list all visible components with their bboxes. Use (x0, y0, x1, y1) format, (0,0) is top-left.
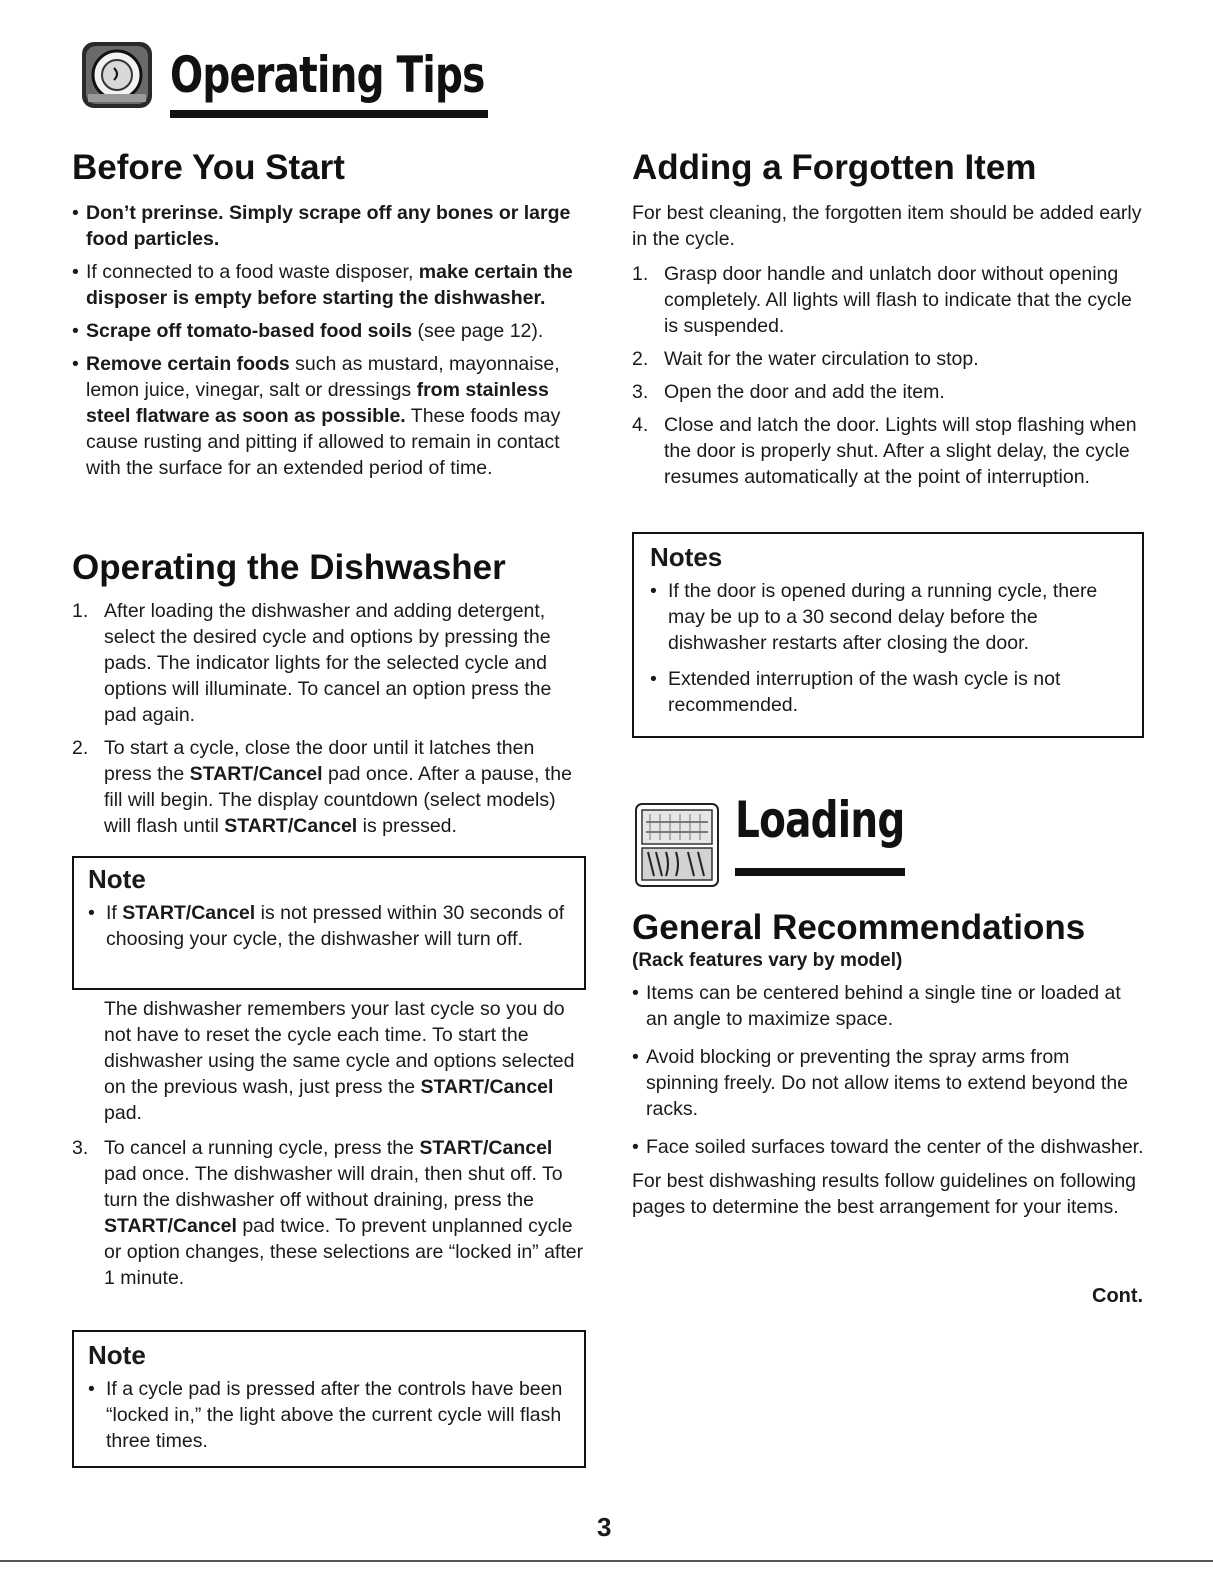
list-item: • Face soiled surfaces toward the center of the dishwasher. (632, 1136, 1144, 1158)
note-text: • If the door is opened during a running cycle, there may be up to a 30 second delay before the dishwasher restarts after closing the door. (650, 580, 1098, 654)
note-text: • Extended interruption of the wash cycle is not recommended. (650, 668, 1061, 716)
closing-paragraph: For best dishwashing results follow guidelines on following pages to determine the best arrangement for your items. (632, 1170, 1137, 1218)
list-item: 2. Wait for the water circulation to stop. (632, 348, 979, 370)
list-item: • Avoid blocking or preventing the spray arms from spinning freely. Do not allow items to extend beyond the racks. (632, 1046, 1129, 1120)
list-item: 3. To cancel a running cycle, press the START/Cancel pad once. The dishwasher will drain, then shut off. To turn the dishwasher off without draining, press the START/Cancel pad twice. To prevent unplanned cycle or option changes, these selections are “locked in” after 1 minute. (72, 1137, 584, 1289)
bottom-edge-rule (0, 1560, 1213, 1562)
list-item: 1. After loading the dishwasher and adding detergent, select the desired cycle and options by pressing the pads. The indicator lights for the selected cycle and options will illuminate. To cancel an option press the pad again. (72, 600, 552, 726)
remember-paragraph: The dishwasher remembers your last cycle so you do not have to reset the cycle each time. To start the dishwasher using the same cycle and options selected on the previous wash, just press the START/Cancel pad. (104, 998, 575, 1124)
dishwasher-dial-icon (78, 36, 156, 114)
loading-title: Loading (735, 791, 905, 849)
general-list (632, 980, 1147, 1220)
note-text: • If START/Cancel is not pressed within 30 seconds of choosing your cycle, the dishwasher will turn off. (88, 902, 565, 950)
title-underline (735, 868, 905, 876)
note-title: Note (88, 864, 146, 894)
forgotten-item-heading: Adding a Forgotten Item (632, 148, 1037, 187)
operating-steps-continued (72, 1135, 587, 1298)
before-you-start-list (72, 200, 592, 488)
list-item: 1. Grasp door handle and unlatch door without opening completely. All lights will flash to indicate that the cycle is suspended. (632, 263, 1132, 337)
notes-box (632, 532, 1144, 738)
list-item: 2. To start a cycle, close the door until it latches then press the START/Cancel pad once. After a pause, the fill will begin. The display countdown (select models) will flash until START/Cancel is pressed. (72, 737, 572, 837)
forgotten-intro: For best cleaning, the forgotten item should be added early in the cycle. (632, 202, 1142, 250)
note-box-1 (72, 856, 586, 990)
before-you-start-heading: Before You Start (72, 148, 345, 187)
list-item: • Scrape off tomato-based food soils (see page 12). (72, 320, 544, 342)
operating-tips-title: Operating Tips (170, 46, 485, 104)
operating-steps (72, 598, 587, 846)
list-item: 4. Close and latch the door. Lights will stop flashing when the door is properly shut. After a slight delay, the cycle resumes automatically at the point of interruption. (632, 414, 1137, 488)
operating-dishwasher-heading: Operating the Dishwasher (72, 548, 506, 587)
forgotten-steps (632, 261, 1147, 497)
list-item: • Remove certain foods such as mustard, mayonnaise, lemon juice, vinegar, salt or dressings from stainless steel flatware as soon as possible. These foods may cause rusting and pitting if allowed to remain in contact with the surface for an extended period of time. (72, 353, 561, 479)
list-item: 3. Open the door and add the item. (632, 381, 945, 403)
page-number: 3 (597, 1512, 612, 1542)
notes-title: Notes (650, 542, 723, 572)
note-box-2 (72, 1330, 586, 1468)
rack-features-subheading: (Rack features vary by model) (632, 950, 903, 971)
list-item: • Don’t prerinse. Simply scrape off any bones or large food particles. (72, 202, 571, 250)
note-text: • If a cycle pad is pressed after the controls have been “locked in,” the light above the current cycle will flash three times. (88, 1378, 563, 1452)
list-item: • Items can be centered behind a single tine or loaded at an angle to maximize space. (632, 982, 1121, 1030)
dishwasher-rack-icon (632, 800, 722, 890)
continued-label: Cont. (1092, 1285, 1144, 1307)
title-underline (170, 110, 488, 118)
note-title: Note (88, 1340, 146, 1370)
list-item: • If connected to a food waste disposer, make certain the disposer is empty before starting the dishwasher. (72, 261, 573, 309)
general-recommendations-heading: General Recommendations (632, 908, 1086, 947)
